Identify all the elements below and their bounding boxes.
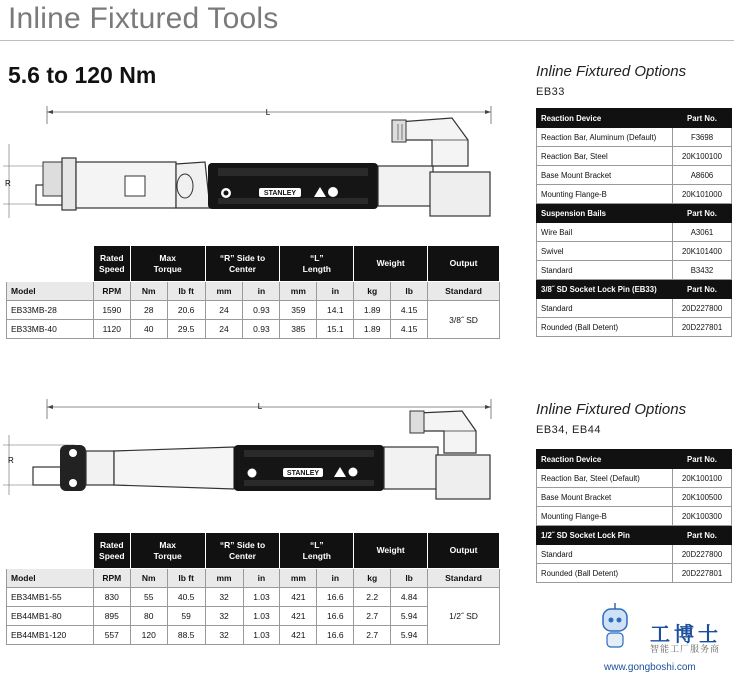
table-cell: 24 — [205, 320, 243, 339]
options-row — [537, 318, 732, 337]
output-cell: 1/2˝ SD — [428, 588, 500, 645]
table-cell: 5.94 — [391, 626, 428, 645]
options-section-header — [537, 109, 732, 128]
table-cell: 55 — [130, 588, 167, 607]
units-row — [7, 282, 500, 301]
table-cell: 32 — [205, 626, 243, 645]
table-cell: lb — [391, 282, 428, 301]
title-divider — [0, 40, 734, 41]
options-row — [537, 261, 732, 280]
option-label: Rounded (Ball Detent) — [537, 564, 673, 583]
table-cell: 2.7 — [354, 626, 391, 645]
option-label: Base Mount Bracket — [537, 488, 673, 507]
brand-badge: STANLEY — [286, 470, 320, 477]
options-subtitle-eb34-eb44: EB34, EB44 — [536, 424, 601, 436]
table-cell: 830 — [93, 588, 130, 607]
options-title-eb33: Inline Fixtured Options — [536, 63, 687, 80]
option-label: Wire Bail — [537, 223, 673, 242]
option-label: Reaction Bar, Steel (Default) — [537, 469, 673, 488]
table-cell: 421 — [280, 607, 317, 626]
part-number: Part No. — [673, 526, 732, 545]
option-label: Rounded (Ball Detent) — [537, 318, 673, 337]
table-row — [7, 607, 500, 626]
part-number: 20D227801 — [673, 318, 732, 337]
table-cell: in — [317, 282, 354, 301]
header-l-length: “L” Length — [280, 533, 354, 569]
table-cell: 32 — [205, 588, 243, 607]
table-cell: 40.5 — [167, 588, 205, 607]
table-cell: 40 — [130, 320, 167, 339]
table-row — [7, 588, 500, 607]
table-cell: Nm — [130, 569, 167, 588]
table-cell: mm — [280, 282, 317, 301]
table-cell: kg — [354, 569, 391, 588]
options-section-header — [537, 526, 732, 545]
table-cell: 0.93 — [243, 320, 280, 339]
part-number: A8606 — [673, 166, 732, 185]
header-output: Output — [428, 533, 500, 569]
table-cell: 14.1 — [317, 301, 354, 320]
options-row — [537, 223, 732, 242]
table-cell: lb — [391, 569, 428, 588]
tool-drawing-eb33 — [0, 100, 520, 240]
option-label: Swivel — [537, 242, 673, 261]
table-cell: 895 — [93, 607, 130, 626]
table-row — [7, 246, 500, 282]
output-cell: 3/8˝ SD — [428, 301, 500, 339]
table-cell: 20.6 — [167, 301, 205, 320]
watermark-url: www.gongboshi.com — [604, 662, 696, 673]
table-cell: 1.89 — [354, 301, 391, 320]
part-number: 20D227800 — [673, 299, 732, 318]
option-label: 1/2˝ SD Socket Lock Pin — [537, 526, 673, 545]
options-table-eb34-eb44 — [536, 449, 732, 583]
table-cell: 80 — [130, 607, 167, 626]
table-cell: 359 — [280, 301, 317, 320]
table-cell: 24 — [205, 301, 243, 320]
table-cell: 385 — [280, 320, 317, 339]
options-title-eb34-eb44: Inline Fixtured Options — [536, 401, 687, 418]
table-cell: 32 — [205, 607, 243, 626]
table-cell: 1.03 — [243, 607, 280, 626]
spec-table-eb34-eb44 — [6, 532, 500, 645]
table-cell: mm — [280, 569, 317, 588]
table-cell: EB34MB1-55 — [7, 588, 94, 607]
table-cell: 16.6 — [317, 626, 354, 645]
options-row — [537, 545, 732, 564]
table-row — [7, 626, 500, 645]
table-cell: 421 — [280, 626, 317, 645]
table-cell: 2.2 — [354, 588, 391, 607]
length-dimension-label: L — [257, 402, 263, 411]
options-section-header — [537, 280, 732, 299]
header-rated-speed: Rated Speed — [93, 246, 130, 282]
option-label: Base Mount Bracket — [537, 166, 673, 185]
table-cell: EB44MB1-120 — [7, 626, 94, 645]
table-cell: EB33MB-40 — [7, 320, 94, 339]
header-rated-speed: Rated Speed — [93, 533, 130, 569]
header-weight: Weight — [354, 246, 428, 282]
part-number: A3061 — [673, 223, 732, 242]
table-cell: in — [317, 569, 354, 588]
table-cell: Model — [7, 282, 94, 301]
length-dimension-label: L — [265, 108, 271, 117]
option-label: Reaction Device — [537, 109, 673, 128]
part-number: 20K100100 — [673, 469, 732, 488]
tool-drawing-eb34-eb44 — [0, 395, 520, 515]
brand-badge: STANLEY — [263, 190, 297, 197]
table-cell — [7, 533, 94, 569]
part-number: 20K100500 — [673, 488, 732, 507]
table-cell: 120 — [130, 626, 167, 645]
table-cell: 16.6 — [317, 607, 354, 626]
option-label: Mounting Flange-B — [537, 507, 673, 526]
part-number: 20K101400 — [673, 242, 732, 261]
part-number: F3698 — [673, 128, 732, 147]
table-cell: 4.15 — [391, 301, 428, 320]
radius-dimension-label: R — [8, 456, 14, 465]
table-cell: EB44MB1-80 — [7, 607, 94, 626]
table-cell: lb ft — [167, 282, 205, 301]
table-cell: Nm — [130, 282, 167, 301]
option-label: 3/8˝ SD Socket Lock Pin (EB33) — [537, 280, 673, 299]
options-row — [537, 242, 732, 261]
page-title: Inline Fixtured Tools — [8, 2, 279, 35]
option-label: Standard — [537, 261, 673, 280]
table-cell — [7, 246, 94, 282]
part-number: 20K100100 — [673, 147, 732, 166]
table-cell: RPM — [93, 282, 130, 301]
part-number: Part No. — [673, 109, 732, 128]
table-cell: 1.89 — [354, 320, 391, 339]
watermark-tagline: 智能工厂服务商 — [650, 644, 721, 654]
part-number: 20D227800 — [673, 545, 732, 564]
table-cell: 29.5 — [167, 320, 205, 339]
table-cell: 421 — [280, 588, 317, 607]
options-row — [537, 185, 732, 204]
option-label: Standard — [537, 299, 673, 318]
table-cell: lb ft — [167, 569, 205, 588]
options-row — [537, 299, 732, 318]
option-label: Reaction Device — [537, 450, 673, 469]
radius-dimension-label: R — [5, 179, 11, 188]
table-cell: 15.1 — [317, 320, 354, 339]
table-cell: 1120 — [93, 320, 130, 339]
part-number: Part No. — [673, 204, 732, 223]
part-number: 20K101000 — [673, 185, 732, 204]
table-cell: 2.7 — [354, 607, 391, 626]
table-cell: Standard — [428, 569, 500, 588]
table-row — [7, 533, 500, 569]
header-r-side: “R” Side to Center — [205, 246, 280, 282]
spec-table-eb33 — [6, 245, 500, 339]
options-row — [537, 147, 732, 166]
robot-mascot-icon — [598, 603, 632, 663]
table-cell: 28 — [130, 301, 167, 320]
table-cell: mm — [205, 569, 243, 588]
table-cell: EB33MB-28 — [7, 301, 94, 320]
options-row — [537, 166, 732, 185]
table-cell: Standard — [428, 282, 500, 301]
header-max-torque: Max Torque — [130, 246, 205, 282]
options-row — [537, 564, 732, 583]
table-cell: 59 — [167, 607, 205, 626]
options-section-header — [537, 450, 732, 469]
header-max-torque: Max Torque — [130, 533, 205, 569]
units-row — [7, 569, 500, 588]
table-cell: 557 — [93, 626, 130, 645]
options-section-header — [537, 204, 732, 223]
options-row — [537, 488, 732, 507]
part-number: Part No. — [673, 450, 732, 469]
table-cell: mm — [205, 282, 243, 301]
table-cell: 4.15 — [391, 320, 428, 339]
table-cell: in — [243, 569, 280, 588]
options-table-eb33 — [536, 108, 732, 337]
option-label: Standard — [537, 545, 673, 564]
table-row — [7, 301, 500, 320]
part-number: Part No. — [673, 280, 732, 299]
option-label: Reaction Bar, Steel — [537, 147, 673, 166]
table-cell: 4.84 — [391, 588, 428, 607]
options-row — [537, 469, 732, 488]
table-cell: RPM — [93, 569, 130, 588]
header-weight: Weight — [354, 533, 428, 569]
option-label: Mounting Flange-B — [537, 185, 673, 204]
table-cell: 1.03 — [243, 588, 280, 607]
options-row — [537, 507, 732, 526]
table-cell: 5.94 — [391, 607, 428, 626]
torque-range-heading: 5.6 to 120 Nm — [8, 62, 157, 88]
part-number: B3432 — [673, 261, 732, 280]
header-l-length: “L” Length — [280, 246, 354, 282]
table-cell: Model — [7, 569, 94, 588]
table-cell: in — [243, 282, 280, 301]
options-row — [537, 128, 732, 147]
table-row — [7, 320, 500, 339]
table-cell: 88.5 — [167, 626, 205, 645]
watermark-brand: 工博士 — [650, 624, 722, 646]
table-cell: kg — [354, 282, 391, 301]
table-cell: 16.6 — [317, 588, 354, 607]
header-output: Output — [428, 246, 500, 282]
header-r-side: “R” Side to Center — [205, 533, 280, 569]
option-label: Suspension Bails — [537, 204, 673, 223]
part-number: 20D227801 — [673, 564, 732, 583]
table-cell: 1590 — [93, 301, 130, 320]
option-label: Reaction Bar, Aluminum (Default) — [537, 128, 673, 147]
part-number: 20K100300 — [673, 507, 732, 526]
table-cell: 1.03 — [243, 626, 280, 645]
options-subtitle-eb33: EB33 — [536, 86, 565, 98]
table-cell: 0.93 — [243, 301, 280, 320]
